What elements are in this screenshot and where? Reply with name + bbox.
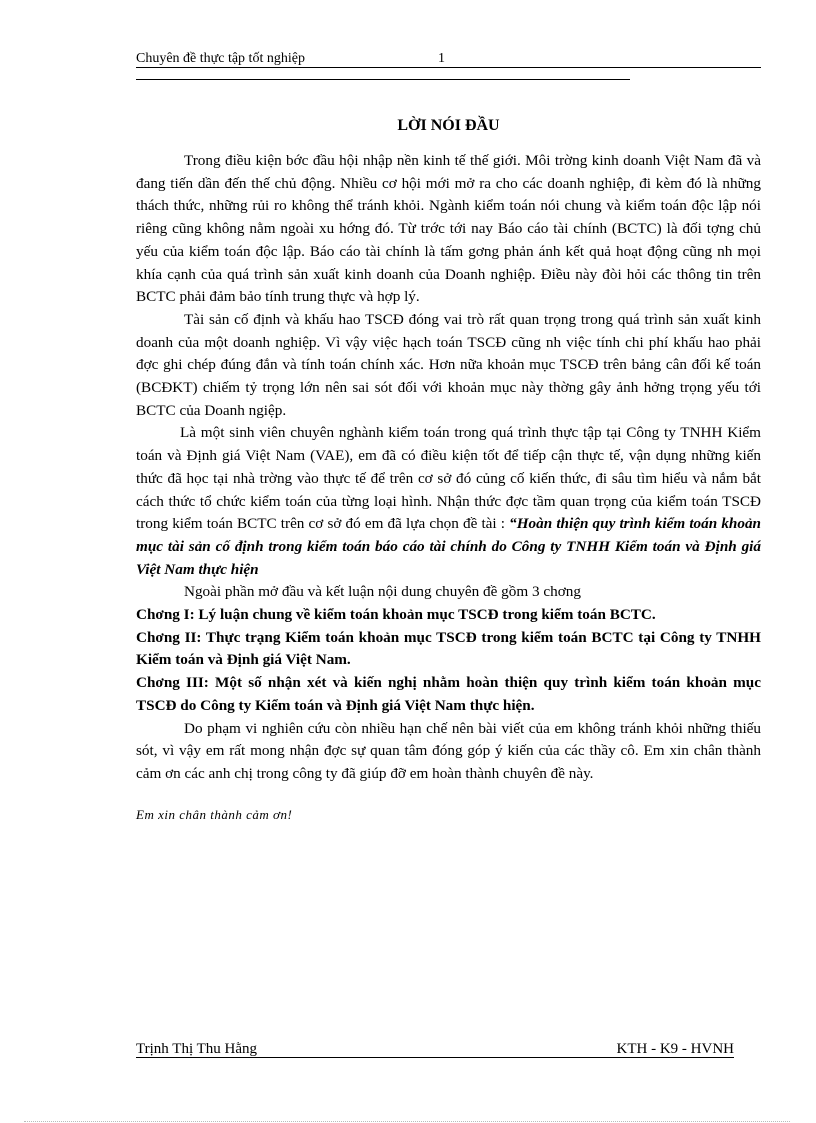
header-rule-secondary [136,79,630,80]
footer-author: Trịnh Thị Thu Hằng [136,1041,257,1057]
header-rule [136,67,761,68]
paragraph-closing: Do phạm vi nghiên cứu còn nhiều hạn chế nên bài viết của em không tránh khỏi những thiếu sót, vì vậy em rất mong nhận đợc sự quan tâm đóng góp ý kiến của các thầy cô. Em xin chân thành cảm ơn các anh chị trong công ty đã giúp đỡ em hoàn thành chuyên đề này. [136,719,761,782]
thanks-line: Em xin chân thành cảm ơn! [136,806,293,822]
footer-rule [136,1057,734,1058]
topic-lead-text: Là một sinh viên chuyên nghành kiểm toán trong quá trình thực tập tại Công ty TNHH Kiểm toán và Định giá Việt Nam (VAE), em đã có điều kiện tốt để tiếp cận thực tế, vận dụng những kiến thức đã học tại nhà trờng vào thực tế để trên cơ sở đó củng cố kiến thức, đi sâu tìm hiểu và nắm bắt cách thức tổ chức kiểm toán của từng loại hình. Nhận thức đợc tầm quan trọng của kiểm toán TSCĐ trong kiểm toán BCTC trên cơ sở đó em đã lựa chọn đề tài : [136,424,761,533]
paragraph-fixed-assets: Tài sản cố định và khấu hao TSCĐ đóng vai trò rất quan trọng trong quá trình sản xuất kinh doanh của một doanh nghiệp. Vì vậy việc hạch toán TSCĐ cũng nh việc tính chi phí khấu hao phải đợc ghi chép đúng đắn và tính toán chính xác. Hơn nữa khoản mục TSCĐ trên bảng cân đối kế toán (BCĐKT) chiếm tỷ trọng lớn nên sai sót đối với khoản mục này thờng gây ảnh hởng trọng yếu tới BCTC của Doanh ngiệp. [136,310,761,419]
page-number: 1 [438,51,445,66]
document-body [136,150,761,826]
chapter-3: Chơng III: Một số nhận xét và kiến nghị nhằm hoàn thiện quy trình kiểm toán khoản mục TSCĐ do Công ty Kiểm toán và Định giá Việt Nam thực hiện. [136,674,761,714]
paragraph-topic [136,422,761,581]
paragraph-structure: Ngoài phần mở đầu và kết luận nội dung chuyên đề gồm 3 chơng [184,583,581,601]
page-boundary [24,1121,790,1122]
document-title: LỜI NÓI ĐẦU [397,117,500,134]
chapter-2: Chơng II: Thực trạng Kiểm toán khoản mục TSCĐ trong kiểm toán BCTC tại Công ty TNHH Kiểm toán và Định giá Việt Nam. [136,628,761,669]
paragraph-intro: Trong điều kiện bớc đầu hội nhập nền kinh tế thế giới. Môi trờng kinh doanh Việt Nam đã và đang tiến dần đến thế chủ động. Nhiều cơ hội mới mở ra cho các doanh nghiệp, đi kèm đó là những thách thức, những rủi ro không thể tránh khỏi. Ngành kiểm toán nói chung và kiểm toán độc lập nói riêng cũng không nằm ngoài xu hớng đó. Từ trớc tới nay Báo cáo tài chính (BCTC) là đối tợng chủ yếu của kiểm toán độc lập. Báo cáo tài chính là tấm gơng phản ánh kết quả hoạt động cũng nh mọi khía cạnh của quá trình sản xuất kinh doanh của Doanh nghiệp. Điều này đòi hỏi các thông tin trên BCTC phải đảm bảo tính trung thực và hợp lý. [136,152,761,306]
topic-title: “Hoàn thiện quy trình kiểm toán khoản mục tài sản cố định trong kiểm toán báo cáo tài chính do Công ty TNHH Kiểm toán và Định giá Việt Nam thực hiện [136,515,761,578]
chapter-1: Chơng I: Lý luận chung về kiểm toán khoản mục TSCĐ trong kiểm toán BCTC. [136,606,656,624]
footer-class: KTH - K9 - HVNH [616,1041,734,1057]
header-title: Chuyên đề thực tập tốt nghiệp [136,51,305,66]
